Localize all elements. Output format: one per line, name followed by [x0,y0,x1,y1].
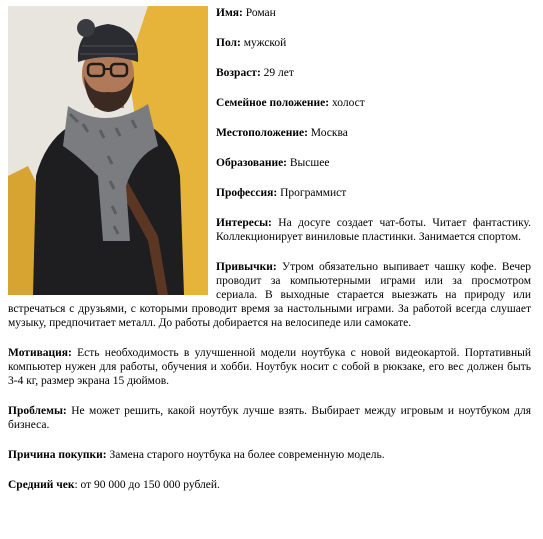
field-problems-value: Не может решить, какой ноутбук лучше взять. Выбирает между игровым и ноутбуком для бизнеса. [8,405,531,431]
field-profession-value: Программист [277,187,347,199]
field-interests-label: Интересы: [216,217,272,229]
field-location-label: Местоположение: [216,127,308,139]
field-marital-label: Семейное положение: [216,97,330,109]
field-average-check-value: : от 90 000 до 150 000 рублей. [74,479,220,491]
field-motivation [8,346,531,388]
field-name-label: Имя: [216,7,243,19]
field-profession-label: Профессия: [216,187,278,199]
field-average-check-label: Средний чек [8,479,75,491]
field-purchase-reason-label: Причина покупки: [8,449,107,461]
field-habits-value: Утром обязательно выпивает чашку кофе. Вечер проводит за компьютерными играми или за просмотром сериала. В выходные старается выезжать на природу или встречаться с друзьями, с которыми проводит время за настольными играми. За работой всегда слушает музыку, предпочитает металл. До работы добирается на велосипеде или самокате. [8,261,531,329]
field-average-check [8,478,531,492]
field-education-label: Образование: [216,157,288,169]
field-motivation-value: Есть необходимость в улучшенной модели ноутбука с новой видеокартой. Портативный компьютер нужен для работы, обучения и хобби. Ноутбук носит с собой в рюкзаке, его вес должен быть 3-4 кг, размер экрана 15 дюймов. [8,347,531,387]
field-gender-label: Пол: [216,37,241,49]
field-purchase-reason [8,448,531,462]
field-age-value: 29 лет [260,67,294,79]
field-name-value: Роман [242,7,276,19]
field-problems [8,404,531,432]
field-age-label: Возраст: [216,67,261,79]
field-location-value: Москва [307,127,348,139]
field-gender-value: мужской [240,37,287,49]
field-purchase-reason-value: Замена старого ноутбука на более современную модель. [106,449,385,461]
field-problems-label: Проблемы: [8,405,67,417]
field-habits-label: Привычки: [216,261,277,273]
field-interests-value: На досуге создает чат-боты. Читает фантастику. Коллекционирует виниловые пластинки. Занимается спортом. [216,217,531,243]
person-photo [8,6,208,295]
field-motivation-label: Мотивация: [8,347,72,359]
field-education-value: Высшее [287,157,330,169]
field-marital-value: холост [329,97,365,109]
